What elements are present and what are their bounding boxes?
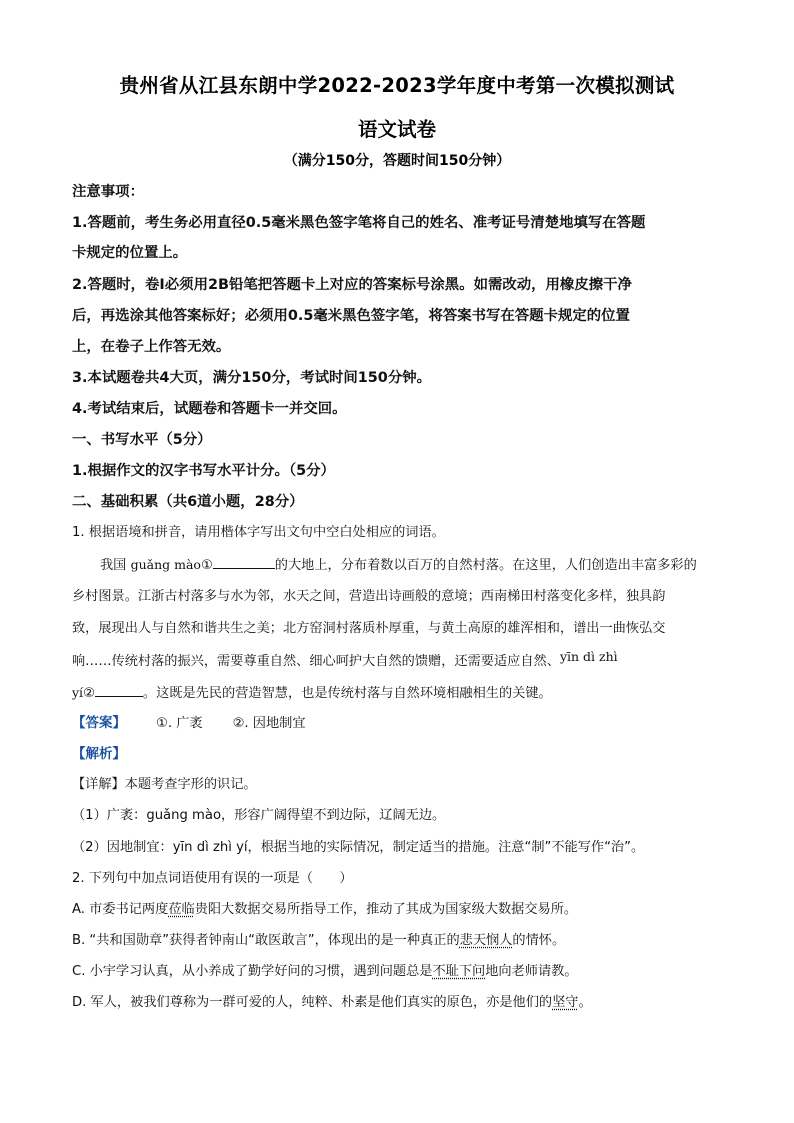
option-d[interactable]: [72, 993, 722, 1013]
detail-item-1: （1）广袤：guǎng mào，形容广阔得望不到边际，辽阔无边。: [72, 808, 446, 823]
passage-text: 响……传统村落的振兴，需要尊重自然、细心呵护大自然的馈赠，还需要适应自然、: [72, 654, 560, 669]
passage-line-1: [100, 555, 750, 576]
question-2-stem: 2. 下列句中加点词语使用有误的一项是（ ）: [72, 871, 353, 886]
notice-item-2-line-2: 后，再选涂其他答案标好；必须用0.5毫米黑色签字笔，将答案书写在答题卡规定的位置: [72, 308, 630, 324]
exam-title: 贵州省从江县东朗中学2022-2023学年度中考第一次模拟测试: [119, 74, 675, 97]
passage-line-2: 乡村图景。江浙古村落多与水为邻，水天之间，营造出诗画般的意境；西南梯田村落变化多样，独具韵: [72, 589, 666, 604]
passage-text: 的大地上，分布着数以百万的自然村落。在这里，人们创造出丰富多彩的: [274, 558, 697, 573]
blank-number-1: ①: [200, 558, 213, 573]
analysis-tag: 【解析】: [72, 746, 126, 762]
answer-1: ①. 广袤: [156, 716, 203, 731]
notice-item-3: 3.本试题卷共4大页，满分150分，考试时间150分钟。: [72, 370, 431, 386]
option-text: 。: [578, 995, 592, 1010]
notice-item-2-line-3: 上，在卷子上作答无效。: [72, 339, 231, 355]
pinyin-yindizhi: yīn dì zhì: [559, 649, 618, 664]
section-2-heading: 二、基础积累（共6道小题，28分）: [72, 494, 304, 510]
notice-item-4: 4.考试结束后，试题卷和答题卡一并交回。: [72, 401, 347, 417]
option-text: D. 军人，被我们尊称为一群可爱的人，纯粹、朴素是他们真实的原色，亦是他们的: [72, 995, 553, 1010]
detail-item-2: （2）因地制宜：yīn dì zhì yí，根据当地的实际情况，制定适当的措施。注意“制”不能写作“治”。: [72, 840, 645, 855]
option-c[interactable]: [72, 962, 722, 982]
notice-item-2-line-1: 2.答题时，卷Ⅰ必须用2B铅笔把答题卡上对应的答案标号涂黑。如需改动，用橡皮擦干净: [72, 277, 632, 293]
option-b[interactable]: [72, 931, 722, 951]
notice-item-1-line-1: 1.答题前，考生务必用直径0.5毫米黑色签字笔将自己的姓名、准考证号清楚地填写在答题: [72, 215, 646, 231]
detail-intro: 【详解】本题考查字形的识记。: [72, 777, 257, 792]
answer-row: [72, 713, 722, 734]
pinyin-yi: yí: [72, 685, 84, 700]
section-1-question-1: 1.根据作文的汉字书写水平计分。（5分）: [72, 463, 335, 479]
option-a[interactable]: [72, 900, 722, 920]
answer-tag: 【答案】: [72, 715, 126, 731]
pinyin-guangmao: guǎng mào: [130, 557, 201, 572]
dotted-word: 不耻下问: [432, 964, 486, 979]
answer-blank-2[interactable]: [95, 684, 143, 697]
passage-line-3: 致，展现出人与自然和谐共生之美；北方窑洞村落质朴厚重，与黄土高原的雄浑相和，谱出一曲恢弘交: [72, 621, 666, 636]
option-text: A. 市委书记两度: [72, 902, 169, 917]
section-1-heading: 一、书写水平（5分）: [72, 432, 212, 448]
option-text: 贵阳大数据交易所指导工作，推动了其成为国家级大数据交易所。: [194, 902, 578, 917]
answer-blank-1[interactable]: [213, 556, 275, 569]
passage-line-5: [72, 683, 722, 704]
notice-item-1-line-2: 卡规定的位置上。: [72, 245, 188, 261]
exam-subtitle: 语文试卷: [357, 118, 436, 141]
dotted-word: 悲天悯人: [459, 933, 513, 948]
option-text: 地向老师请教。: [485, 964, 578, 979]
dotted-word: 莅临: [168, 902, 195, 917]
passage-line-4: [72, 651, 722, 672]
notice-heading: 注意事项：: [72, 184, 144, 200]
dotted-word: 坚守: [552, 995, 579, 1010]
passage-text: 我国: [100, 558, 131, 573]
blank-number-2: ②: [83, 686, 95, 701]
answer-2: ②. 因地制宜: [232, 716, 306, 731]
passage-text: 。这既是先民的营造智慧，也是传统村落与自然环境相融相生的关键。: [142, 686, 552, 701]
analysis-row: [72, 744, 722, 765]
score-time-note: （满分150分，答题时间150分钟）: [283, 153, 511, 169]
option-text: B. “共和国勋章”获得者钟南山“敢医敢言”，体现出的是一种真正的: [72, 933, 460, 948]
option-text: 的情怀。: [512, 933, 566, 948]
option-text: C. 小宇学习认真，从小养成了勤学好问的习惯，遇到问题总是: [72, 964, 433, 979]
question-1-stem: 1. 根据语境和拼音，请用楷体字写出文句中空白处相应的词语。: [72, 525, 445, 540]
